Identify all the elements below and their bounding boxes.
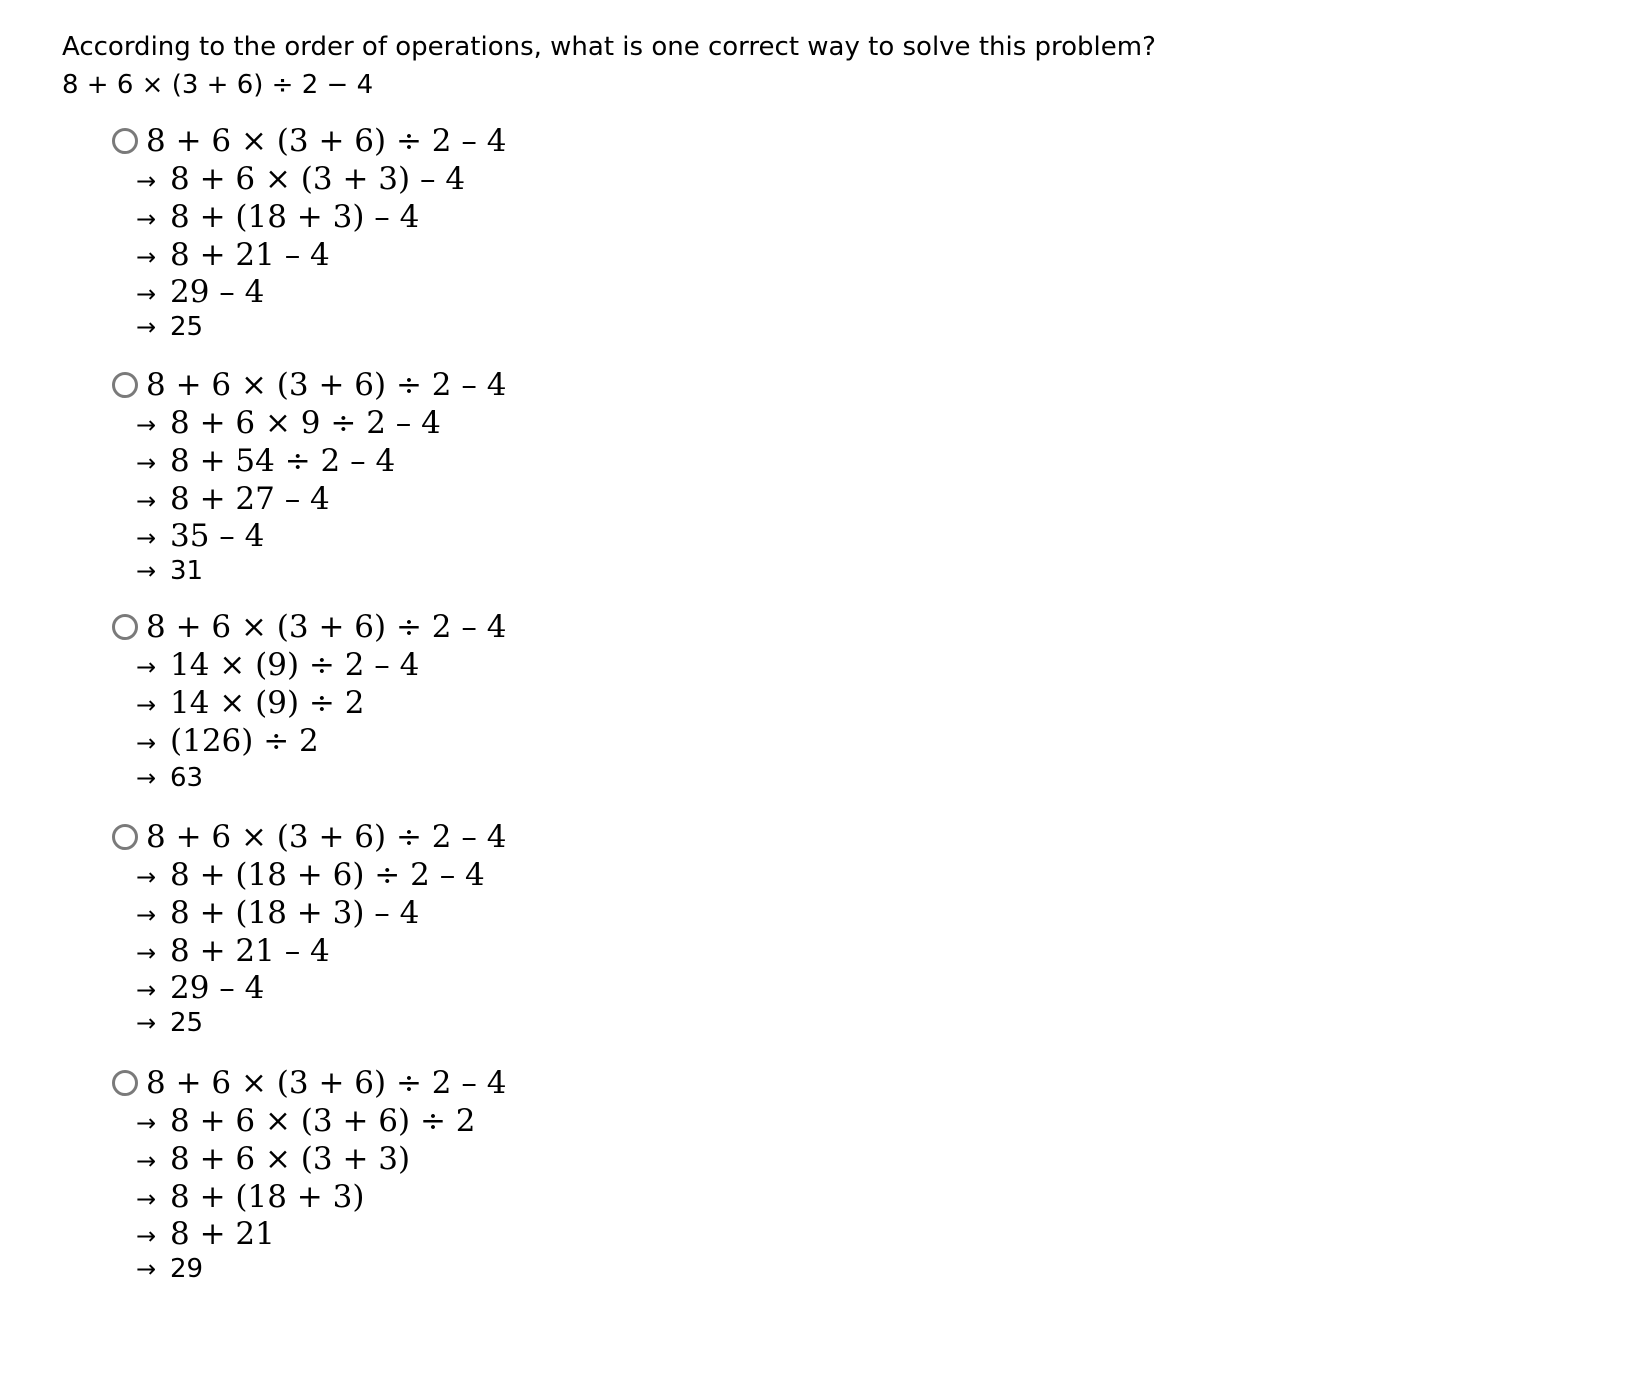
- option-step-line: [136, 856, 485, 894]
- radio-button[interactable]: [112, 372, 138, 398]
- option-step: 29 – 4: [170, 970, 265, 1006]
- option-step: 8 + (18 + 3) – 4: [170, 199, 420, 235]
- arrow-icon: →: [136, 167, 157, 195]
- option-step: 8 + 21 – 4: [170, 933, 330, 969]
- option-step: 8 + 54 ÷ 2 – 4: [170, 443, 396, 479]
- option-step: 8 + 21 – 4: [170, 237, 330, 273]
- option-result: 63: [170, 763, 204, 793]
- option-step: 8 + (18 + 3): [170, 1179, 365, 1215]
- option-result-line: [136, 552, 203, 590]
- arrow-icon: →: [136, 901, 157, 929]
- option-first-line: 8 + 6 × (3 + 6) ÷ 2 – 4: [146, 123, 507, 159]
- arrow-icon: →: [136, 524, 157, 552]
- option-step-line: [136, 1215, 275, 1253]
- arrow-icon: →: [136, 976, 157, 1004]
- arrow-icon: →: [136, 939, 157, 967]
- option-step-line: [136, 198, 419, 236]
- arrow-icon: →: [136, 449, 157, 477]
- option-step-line: [136, 480, 330, 518]
- arrow-icon: →: [136, 280, 157, 308]
- arrow-icon: →: [136, 205, 157, 233]
- option-step-line: [136, 236, 330, 274]
- option-step-line: [136, 160, 465, 198]
- option-result: 29: [170, 1254, 204, 1284]
- option-first-line: 8 + 6 × (3 + 6) ÷ 2 – 4: [146, 1065, 507, 1101]
- option-step: 8 + 6 × 9 ÷ 2 – 4: [170, 405, 441, 441]
- arrow-icon: →: [136, 653, 157, 681]
- option-step: 14 × (9) ÷ 2: [170, 685, 365, 721]
- option-step-line: [136, 273, 264, 311]
- option-step-line: [136, 932, 330, 970]
- option-step-line: [136, 1102, 476, 1140]
- arrow-icon: →: [136, 764, 157, 792]
- arrow-icon: →: [136, 487, 157, 515]
- arrow-icon: →: [136, 1147, 157, 1175]
- arrow-icon: →: [136, 1185, 157, 1213]
- option-step-line: [136, 517, 264, 555]
- arrow-icon: →: [136, 863, 157, 891]
- option-step-line: [136, 684, 364, 722]
- arrow-icon: →: [136, 411, 157, 439]
- option-step-line: [136, 969, 264, 1007]
- arrow-icon: →: [136, 1009, 157, 1037]
- option-first-line: 8 + 6 × (3 + 6) ÷ 2 – 4: [146, 819, 507, 855]
- option-step: 8 + 21: [170, 1216, 275, 1252]
- option-step: 8 + 6 × (3 + 3) – 4: [170, 161, 466, 197]
- radio-button[interactable]: [112, 1070, 138, 1096]
- question-expression: 8 + 6 × (3 + 6) ÷ 2 − 4: [62, 70, 374, 100]
- option-result-line: [136, 308, 203, 346]
- option-result: 25: [170, 312, 204, 342]
- arrow-icon: →: [136, 1109, 157, 1137]
- option-step: 8 + 6 × (3 + 6) ÷ 2: [170, 1103, 476, 1139]
- option-step: 14 × (9) ÷ 2 – 4: [170, 647, 420, 683]
- arrow-icon: →: [136, 557, 157, 585]
- option-first-line: 8 + 6 × (3 + 6) ÷ 2 – 4: [146, 367, 507, 403]
- option-step-line: [136, 894, 419, 932]
- radio-button[interactable]: [112, 614, 138, 640]
- arrow-icon: →: [136, 729, 157, 757]
- arrow-icon: →: [136, 1222, 157, 1250]
- option-step-line: [136, 404, 441, 442]
- radio-button[interactable]: [112, 128, 138, 154]
- radio-button[interactable]: [112, 824, 138, 850]
- option-step: 8 + 27 – 4: [170, 481, 330, 517]
- arrow-icon: →: [136, 1255, 157, 1283]
- option-result: 31: [170, 556, 204, 586]
- arrow-icon: →: [136, 313, 157, 341]
- option-result-line: [136, 1250, 203, 1288]
- question-prompt: According to the order of operations, what is one correct way to solve this problem?: [62, 32, 1156, 62]
- option-step: 8 + (18 + 3) – 4: [170, 895, 420, 931]
- option-step: (126) ÷ 2: [170, 723, 319, 759]
- option-step-line: [136, 646, 419, 684]
- option-step-line: [136, 1178, 364, 1216]
- option-step: 8 + 6 × (3 + 3): [170, 1141, 411, 1177]
- arrow-icon: →: [136, 243, 157, 271]
- option-first-line: 8 + 6 × (3 + 6) ÷ 2 – 4: [146, 609, 507, 645]
- option-step-line: [136, 722, 319, 760]
- option-step-line: [136, 442, 395, 480]
- arrow-icon: →: [136, 691, 157, 719]
- option-step-line: [136, 1140, 410, 1178]
- option-result: 25: [170, 1008, 204, 1038]
- option-result-line: [136, 1004, 203, 1042]
- option-step: 35 – 4: [170, 518, 265, 554]
- option-step: 29 – 4: [170, 274, 265, 310]
- option-result-line: [136, 759, 203, 797]
- option-step: 8 + (18 + 6) ÷ 2 – 4: [170, 857, 485, 893]
